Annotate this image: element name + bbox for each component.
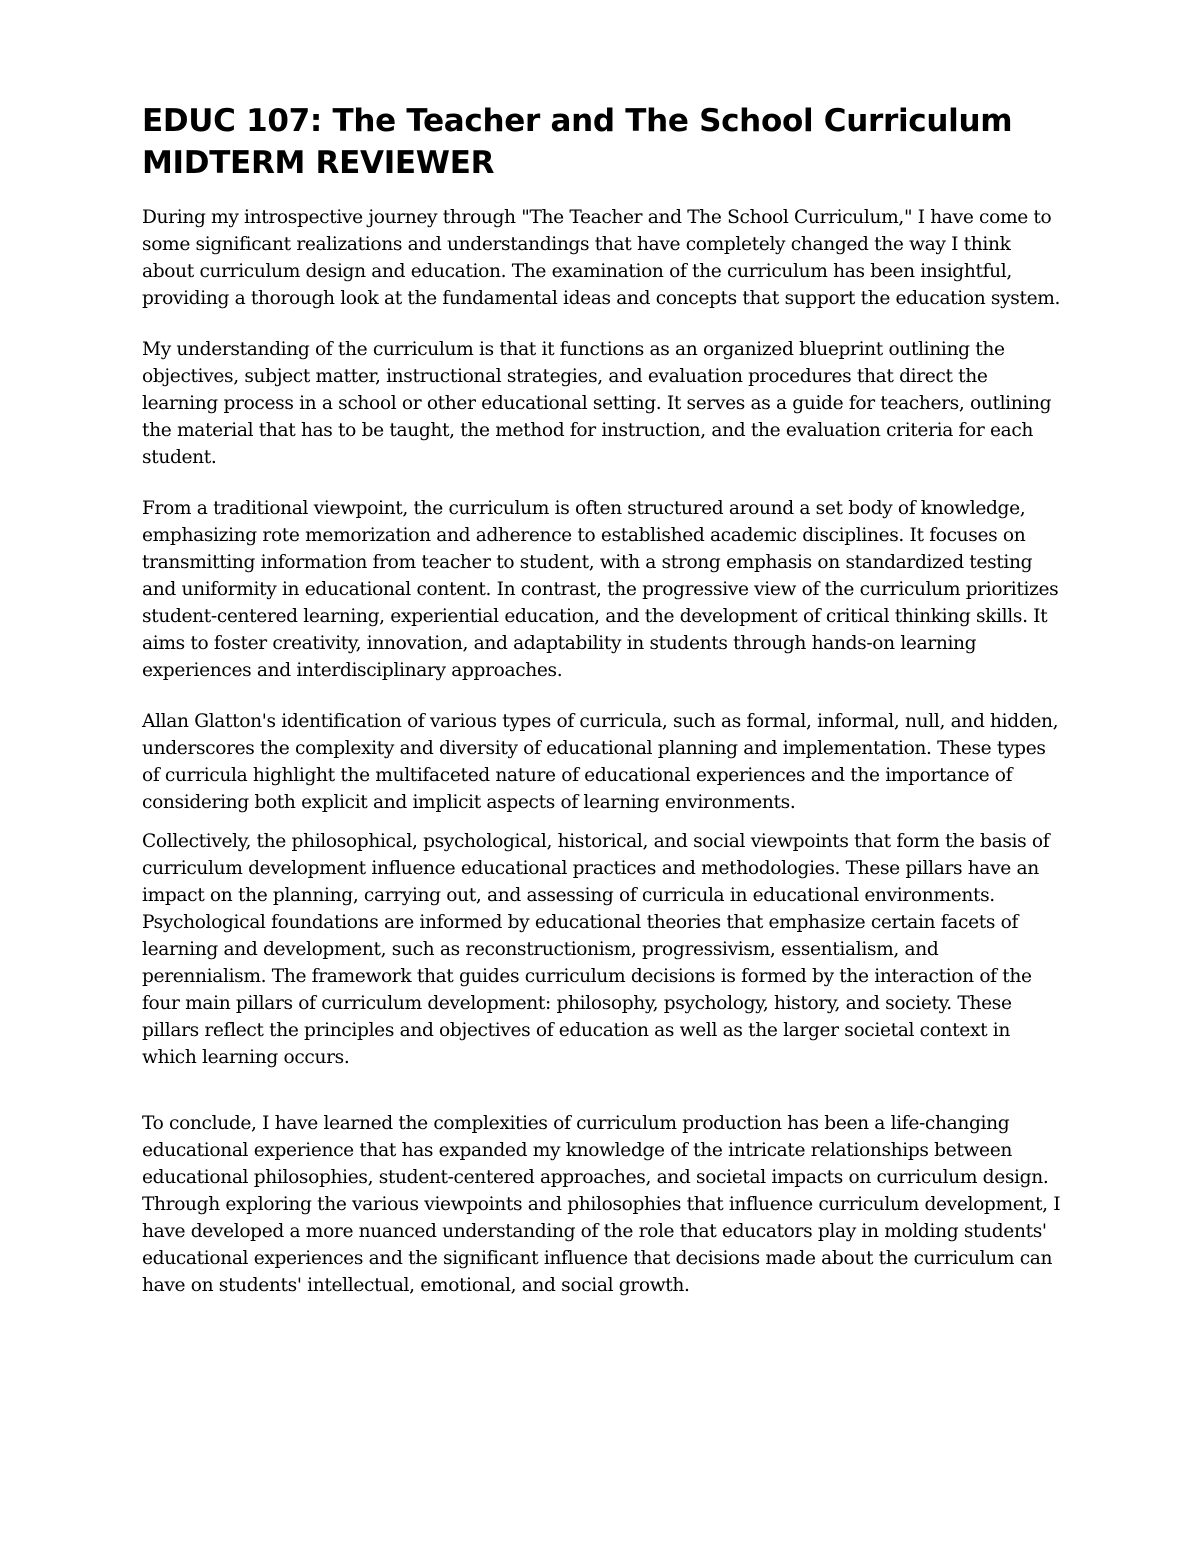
paragraph-conclusion: To conclude, I have learned the complexities of curriculum production has been a life-changing educational experience that has expanded my knowledge of the intricate relationships between educational philosophies, student-centered approaches, and societal impacts on curriculum design. Through exploring the various viewpoints and philosophies that influence curriculum development, I have developed a more nuanced understanding of the role that educators play in molding students' educational experiences and the significant influence that decisions made about the curriculum can have on students' intellectual, emotional, and social growth. — [142, 1113, 1061, 1296]
title-line-course: EDUC 107: The Teacher and The School Curriculum — [142, 103, 1013, 139]
paragraph-introduction: During my introspective journey through "The Teacher and The School Curriculum," I have come to some significant realizations and understandings that have completely changed the way I think about curriculum design and education. The examination of the curriculum has been insightful, providing a thorough look at the fundamental ideas and concepts that support the education system. — [142, 207, 1061, 309]
paragraph-traditional-progressive: From a traditional viewpoint, the curriculum is often structured around a set body of knowledge, emphasizing rote memorization and adherence to established academic disciplines. It focuses on transmitting information from teacher to student, with a strong emphasis on standardized testing and uniformity in educational content. In contrast, the progressive view of the curriculum prioritizes student-centered learning, experiential education, and the development of critical thinking skills. It aims to foster creativity, innovation, and adaptability in students through hands-on learning experiences and interdisciplinary approaches. — [142, 498, 1059, 681]
paragraph-types-of-curricula: Allan Glatton's identification of various types of curricula, such as formal, informal, null, and hidden, underscores the complexity and diversity of educational planning and implementation. These types of curricula highlight the multifaceted nature of educational experiences and the importance of considering both explicit and implicit aspects of learning environments. — [142, 711, 1059, 813]
document-body — [142, 100, 1062, 1299]
paragraph-curriculum-definition: My understanding of the curriculum is that it functions as an organized blueprint outlining the objectives, subject matter, instructional strategies, and evaluation procedures that direct the learning process in a school or other educational setting. It serves as a guide for teachers, outlining the material that has to be taught, the method for instruction, and the evaluation criteria for each student. — [142, 339, 1052, 468]
paragraph-foundations: Collectively, the philosophical, psychological, historical, and social viewpoints that form the basis of curriculum development influence educational practices and methodologies. These pillars have an impact on the planning, carrying out, and assessing of curricula in educational environments. Psychological foundations are informed by educational theories that emphasize certain facets of learning and development, such as reconstructionism, progressivism, essentialism, and perennialism. The framework that guides curriculum decisions is formed by the interaction of the four main pillars of curriculum development: philosophy, psychology, history, and society. These pillars reflect the principles and objectives of education as well as the larger societal context in which learning occurs. — [142, 831, 1050, 1068]
document-title — [142, 100, 1062, 184]
title-line-reviewer: MIDTERM REVIEWER — [142, 145, 495, 181]
